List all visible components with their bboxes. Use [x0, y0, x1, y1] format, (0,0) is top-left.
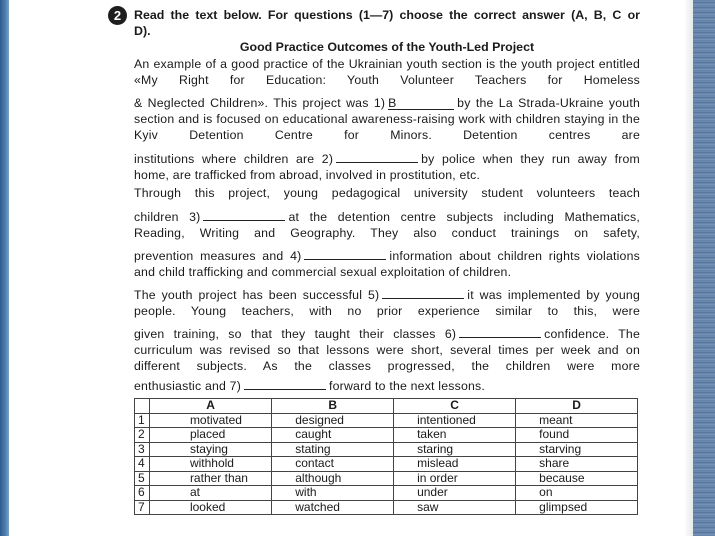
paragraph-4b: given training, so that they taught their classes 6) confidence. The curriculum was revised so that lessons were short, several times per week and on different subjects. As the classes progressed, the children were more	[134, 327, 640, 374]
paragraph-3a: Through this project, young pedagogical university student volunteers teach	[134, 186, 640, 200]
option-b[interactable]: with	[272, 486, 394, 501]
exercise-number-badge: 2	[108, 6, 127, 25]
gap-7-answer[interactable]	[244, 377, 326, 390]
paragraph-4a: The youth project has been successful 5) it was implemented by young people. Young teachers, with no prior experience similar to this, were	[134, 288, 640, 319]
option-b[interactable]: watched	[272, 500, 394, 515]
option-d[interactable]: share	[516, 457, 638, 472]
option-a[interactable]: at	[149, 486, 271, 501]
option-c[interactable]: mislead	[394, 457, 516, 472]
option-c[interactable]: saw	[394, 500, 516, 515]
gap-3-answer[interactable]	[203, 208, 285, 221]
table-header-row	[135, 399, 638, 414]
table-row	[135, 486, 638, 501]
table-row	[135, 442, 638, 457]
row-number: 4	[135, 457, 150, 472]
table-row	[135, 471, 638, 486]
answer-options-table	[134, 398, 638, 515]
header-cell-d: D	[516, 399, 638, 414]
gap-6-answer[interactable]	[459, 325, 541, 338]
table-row	[135, 413, 638, 428]
row-number: 2	[135, 428, 150, 443]
gap-1-answer[interactable]: B	[388, 97, 454, 110]
option-b[interactable]: although	[272, 471, 394, 486]
option-c[interactable]: staring	[394, 442, 516, 457]
option-d[interactable]: meant	[516, 413, 638, 428]
row-number: 6	[135, 486, 150, 501]
paragraph-4c: enthusiastic and 7) forward to the next lessons.	[134, 379, 486, 393]
header-cell-blank	[135, 399, 150, 414]
row-number: 5	[135, 471, 150, 486]
header-cell-b: B	[272, 399, 394, 414]
table-row	[135, 428, 638, 443]
option-a[interactable]: looked	[149, 500, 271, 515]
option-c[interactable]: in order	[394, 471, 516, 486]
gap-5-answer[interactable]	[382, 286, 464, 299]
paragraph-1a: An example of a good practice of the Ukrainian youth section is the youth project entitled «My Right for Education: Youth Volunteer Teachers for Homeless	[134, 57, 640, 88]
option-d[interactable]: glimpsed	[516, 500, 638, 515]
option-b[interactable]: stating	[272, 442, 394, 457]
option-a[interactable]: rather than	[149, 471, 271, 486]
option-c[interactable]: under	[394, 486, 516, 501]
table-row	[135, 457, 638, 472]
option-b[interactable]: contact	[272, 457, 394, 472]
option-c[interactable]: intentioned	[394, 413, 516, 428]
text-title: Good Practice Outcomes of the Youth-Led Project	[239, 40, 535, 54]
option-a[interactable]: motivated	[149, 413, 271, 428]
paragraph-3c: prevention measures and 4) information about children rights violations and child trafficking and commercial sexual exploitation of children.	[134, 249, 640, 280]
header-cell-c: C	[394, 399, 516, 414]
gap-4-answer[interactable]	[304, 247, 386, 260]
table-row	[135, 500, 638, 515]
paragraph-1b: & Neglected Children». This project was 1) B by the La Strada-Ukraine youth section and is focused on educational awareness-raising work with children staying in the Kyiv Detention Centre for Minors. Detention centres are	[134, 96, 640, 143]
row-number: 3	[135, 442, 150, 457]
header-cell-a: A	[149, 399, 271, 414]
option-d[interactable]: on	[516, 486, 638, 501]
gap-2-answer[interactable]	[336, 150, 418, 163]
option-d[interactable]: starving	[516, 442, 638, 457]
paragraph-3b: children 3) at the detention centre subjects including Mathematics, Reading, Writing and Geography. They also conduct trainings on safety,	[134, 210, 640, 241]
exercise-instruction: Read the text below. For questions (1—7) choose the correct answer (A, B, C or D).	[134, 8, 640, 38]
row-number: 1	[135, 413, 150, 428]
option-a[interactable]: withhold	[149, 457, 271, 472]
option-a[interactable]: placed	[149, 428, 271, 443]
option-c[interactable]: taken	[394, 428, 516, 443]
option-a[interactable]: staying	[149, 442, 271, 457]
option-d[interactable]: found	[516, 428, 638, 443]
paragraph-2: institutions where children are 2) by police when they run away from home, are trafficked from abroad, involved in prostitution, etc.	[134, 152, 640, 183]
option-d[interactable]: because	[516, 471, 638, 486]
page-left-edge	[0, 0, 9, 536]
option-b[interactable]: caught	[272, 428, 394, 443]
option-b[interactable]: designed	[272, 413, 394, 428]
page-right-edge	[693, 0, 715, 536]
row-number: 7	[135, 500, 150, 515]
